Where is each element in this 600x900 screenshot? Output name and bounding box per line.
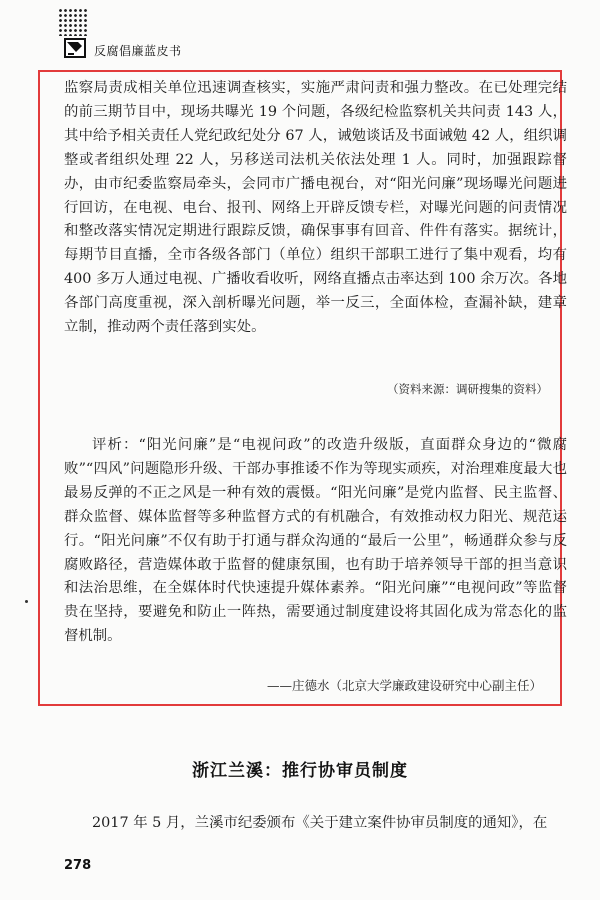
commentary-signature: ——庄德水（北京大学廉政建设研究中心副主任） xyxy=(266,678,542,693)
running-header xyxy=(58,8,258,70)
margin-dot xyxy=(25,600,28,603)
book-emblem-icon xyxy=(64,38,86,58)
source-note: （资料来源：调研搜集的资料） xyxy=(387,382,548,396)
halftone-pattern-icon xyxy=(58,8,88,36)
section-heading: 浙江兰溪：推行协审员制度 xyxy=(192,761,408,781)
section-opening-line: 2017 年 5 月，兰溪市纪委颁布《关于建立案件协审员制度的通知》，在 xyxy=(92,815,548,831)
header-title: 反腐倡廉蓝皮书 xyxy=(94,44,182,58)
page-number: 278 xyxy=(64,858,92,873)
commentary-paragraph: 评析：“阳光问廉”是“电视问政”的改造升级版，直面群众身边的“微腐败”“四风”问题隐形升级、干部办事推诿不作为等现实顽疾，对治理难度最大也最易反弹的不正之风是一种有效的震慑。“阳光问廉”是党内监督、民主监督、群众监督、媒体监督等多种监督方式的有机融合，有效推动权力阳光、规范运行。“阳光问廉”不仅有助于打通与群众沟通的“最后一公里”，畅通群众参与反腐败路径，营造媒体敢于监督的健康氛围，也有助于培养领导干部的担当意识和法治思维，在全媒体时代快速提升媒体素养。“阳光问廉”“电视问政”等监督贵在坚持，要避免和防止一阵热，需要通过制度建设将其固化成为常态化的监督机制。 xyxy=(64,437,567,645)
case-paragraph: 监察局责成相关单位迅速调查核实，实施严肃问责和强力整改。在已处理完结的前三期节目中，现场共曝光 19 个问题，各级纪检监察机关共问责 143 人，其中给予相关责任人党纪政纪处分 67 人，诫勉谈话及书面诫勉 42 人，组织调整或者组织处理 22 人，另移送司法机关依法处理 1 人。同时，加强跟踪督办，由市纪委监察局牵头，会同市广播电视台，对“阳光问廉”现场曝光问题进行回访，在电视、电台、报刊、网络上开辟反馈专栏，对曝光问题的问责情况和整改落实情况定期进行跟踪反馈，确保事事有回音、件件有落实。据统计，每期节目直播，全市各级各部门（单位）组织干部职工进行了集中观看，均有 400 多万人通过电视、广播收看收听，网络直播点击率达到 100 余万次。各地各部门高度重视，深入剖析曝光问题，举一反三，全面体检，查漏补缺，建章立制，推动两个责任落到实处。 xyxy=(64,80,567,336)
